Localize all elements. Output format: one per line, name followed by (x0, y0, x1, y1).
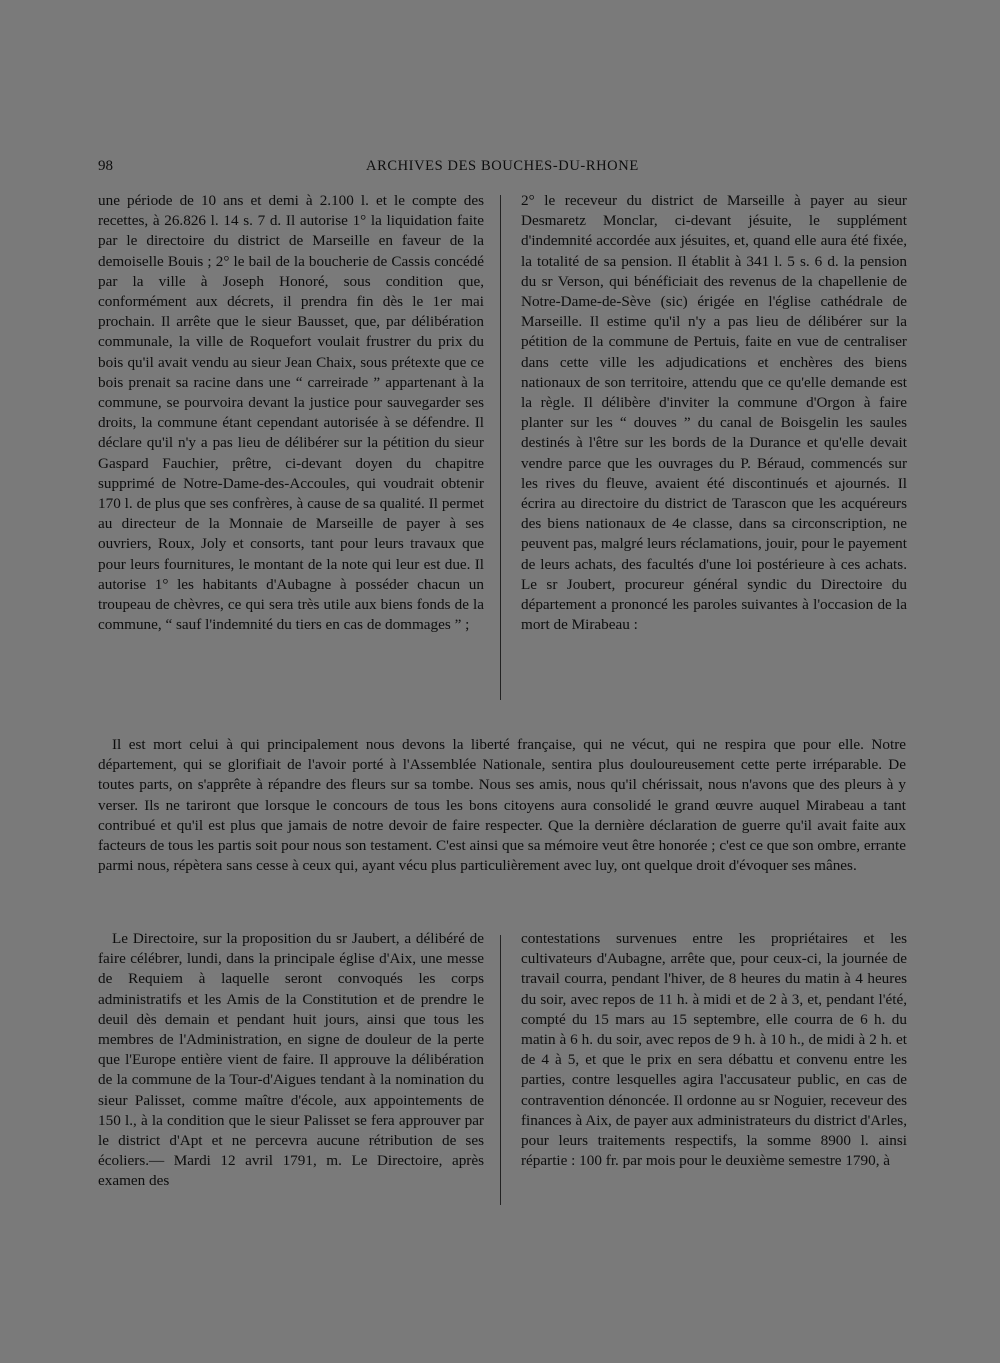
paragraph: Le Directoire, sur la proposition du sr Jaubert, a délibéré de faire célébrer, lundi, dans la principale église d'Aix, une messe de Requiem à laquelle seront convoqués les corps administratifs et les Amis de la Constitution et de prendre le deuil dès demain et pendant huit jours, ainsi que tous les membres de l'Administration, en signe de douleur de la perte que l'Europe entière vient de faire. Il approuve la délibération de la commune de la Tour-d'Aigues tendant à la nomination du sieur Palisset, comme maître d'école, aux appointements de 150 l., à la condition que le sieur Palisset se fera approuver par le district d'Apt et ne percevra aucune rétribution de ses écoliers.— Mardi 12 avril 1791, m. Le Directoire, après examen des (98, 930, 484, 1190)
mirabeau-speech (98, 735, 906, 876)
left-column-bottom (98, 929, 484, 1192)
page-number: 98 (98, 158, 113, 174)
running-title: ARCHIVES DES BOUCHES-DU-RHONE (366, 158, 639, 174)
left-column-top (98, 191, 484, 635)
right-column-bottom (521, 929, 907, 1171)
column-divider (500, 935, 501, 1205)
paragraph: 2° le receveur du district de Marseille à payer au sieur Desmaretz Monclar, ci-devant jésuite, le supplément d'indemnité accordée aux jésuites, et, quand elle aura été fixée, la totalité de sa pension. Il établit à 341 l. 5 s. 6 d. la pension du sr Verson, qui bénéficiait des revenus de la chapellenie de Notre-Dame-de-Sève (sic) érigée en l'église cathédrale de Marseille. Il estime qu'il n'y a pas lieu de délibérer sur la pétition de la commune de Pertuis, faite en vue de centraliser dans cette ville les adjudications et enchères des biens nationaux de son territoire, attendu que ce qu'elle demande est la règle. Il délibère d'inviter la commune d'Orgon à faire planter sur les “ douves ” du canal de Boisgelin les saules destinés à l'être sur les bords de la Durance et qu'elle devait vendre parce que les ouvrages du P. Béraud, commencés sur les rives du fleuve, avaient été discontinués et ajournés. Il écrira au directoire du district de Tarascon que les acquéreurs des biens nationaux de 4e classe, dans sa circonscription, ne peuvent pas, malgré leurs réclamations, jouir, pour le payement de leurs achats, des facultés d'une loi postérieure à ces achats. Le sr Joubert, procureur général syndic du Directoire du département a prononcé les paroles suivantes à l'occasion de la mort de Mirabeau : (521, 192, 907, 634)
column-divider (500, 195, 501, 700)
paragraph: une période de 10 ans et demi à 2.100 l. et le compte des recettes, à 26.826 l. 14 s. 7 d. Il autorise 1° la liquidation faite par le directoire du district de Marseille en faveur de la demoiselle Bouis ; 2° le bail de la boucherie de Cassis concédé par la ville à Joseph Honoré, sous condition que, conformément aux décrets, il prendra fin dès le 1er mai prochain. Il arrête que le sieur Bausset, que, par délibération communale, la ville de Roquefort voulait frustrer du prix du bois qu'il avait vendu au sieur Jean Chaix, sous prétexte que ce bois prenait sa racine dans une “ carreirade ” appartenant à la commune, se pourvoira devant la justice pour sauvegarder ses droits, la commune étant cependant autorisée à se défendre. Il déclare qu'il n'y a pas lieu de délibérer sur la pétition du sieur Gaspard Fauchier, prêtre, ci-devant doyen du chapitre supprimé de Notre-Dame-des-Accoules, qui voudrait obtenir 170 l. de plus que ses confrères, à cause de sa qualité. Il permet au directeur de la Monnaie de Marseille de payer à ses ouvriers, Roux, Joly et consorts, tant pour leurs travaux que pour leurs fournitures, le montant de la note qui leur est due. Il autorise 1° les habitants d'Aubagne à posséder chacun un troupeau de chèvres, ce qui sera très utile aux biens fonds de la commune, “ sauf l'indemnité du tiers en cas de dommages ” ; (98, 192, 484, 634)
right-column-top (521, 191, 907, 635)
page-header (0, 158, 1000, 178)
paragraph: contestations survenues entre les propriétaires et les cultivateurs d'Aubagne, arrête que, pour ceux-ci, la journée de travail courra, pendant l'hiver, de 8 heures du matin à 4 heures du soir, avec repos de 11 h. à midi et de 2 à 3, et, pendant l'été, compté du 15 mars au 15 septembre, elle courra de 6 h. du matin à 6 h. du soir, avec repos de 9 h. à 10 h., de midi à 2 h. et de 4 à 5, et que le prix en sera débattu et convenu entre les parties, contre lesquelles agira l'accusateur public, en cas de contravention dénoncée. Il ordonne au sr Noguier, receveur des finances à Aix, de payer aux administrateurs du district d'Arles, pour leurs traitements respectifs, la somme 8900 l. ainsi répartie : 100 fr. par mois pour le deuxième semestre 1790, à (521, 930, 907, 1170)
speech-paragraph: Il est mort celui à qui principalement nous devons la liberté française, qui ne vécut, qui ne respira que pour elle. Notre département, qui se glorifiait de l'avoir porté à l'Assemblée Nationale, sentira plus douloureusement cette perte irréparable. De toutes parts, on s'apprête à répandre des fleurs sur sa tombe. Nous ses amis, nous qu'il chérissait, nous n'avons que des pleurs à y verser. Ils ne tariront que lorsque le concours de tous les bons citoyens aura consolidé le grand œuvre auquel Mirabeau a tant contribué et qu'il est plus que jamais de notre devoir de faire respecter. Que la dernière déclaration de guerre qu'il avait faite aux facteurs de tous les partis soit pour nous son testament. C'est ainsi que sa mémoire veut être honorée ; c'est ce que son ombre, errante parmi nous, répètera sans cesse à ceux qui, ayant vécu plus particulièrement avec luy, ont quelque droit d'évoquer ses mânes. (98, 736, 906, 875)
